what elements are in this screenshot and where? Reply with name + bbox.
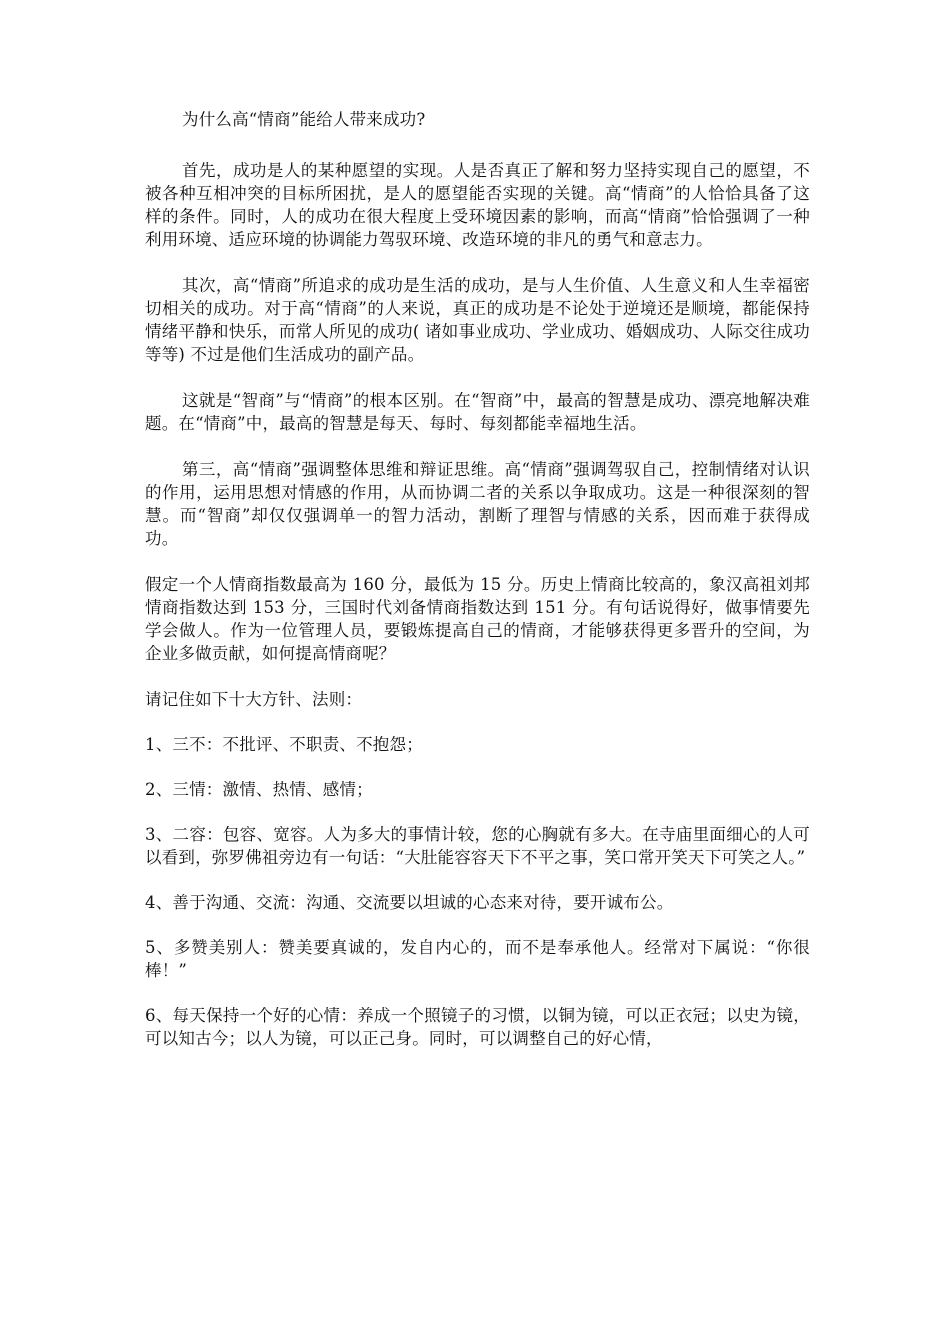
- list-heading: 请记住如下十大方针、法则：: [145, 690, 363, 709]
- paragraph-difference: 这就是“智商”与“情商”的根本区别。在“智商”中，最高的智慧是成功、漂亮地解决难题。在“情商”中，最高的智慧是每天、每时、每刻都能幸福地生活。: [145, 391, 810, 433]
- paragraph-intro: 假定一个人情商指数最高为 160 分，最低为 15 分。历史上情商比较高的，象汉高祖刘邦情商指数达到 153 分，三国时代刘备情商指数达到 151 分。有句话说得好，做事情要先学会做人。作为一位管理人员，要锻炼提高自己的情商，才能够获得更多晋升的空间，为企业多做贡献，如何提高情商呢？: [145, 575, 810, 663]
- paragraph-first: 首先，成功是人的某种愿望的实现。人是否真正了解和努力坚持实现自己的愿望，不被各种互相冲突的目标所困扰，是人的愿望能否实现的关键。高“情商”的人恰恰具备了这样的条件。同时，人的成功在很大程度上受环境因素的影响，而高“情商”恰恰强调了一种利用环境、适应环境的协调能力驾驭环境、改造环境的非凡的勇气和意志力。: [145, 161, 810, 249]
- list-item: 5、多赞美别人：赞美要真诚的，发自内心的，而不是奉承他人。经常对下属说：“你很棒！”: [145, 938, 810, 980]
- paragraph-third: 第三，高“情商”强调整体思维和辩证思维。高“情商”强调驾驭自己，控制情绪对认识的作用，运用思想对情感的作用，从而协调二者的关系以争取成功。这是一种很深刻的智慧。而“智商”却仅仅强调单一的智力活动，割断了理智与情感的关系，因而难于获得成功。: [145, 460, 810, 548]
- list-item: 6、每天保持一个好的心情：养成一个照镜子的习惯，以铜为镜，可以正衣冠；以史为镜，可以知古今；以人为镜，可以正己身。同时，可以调整自己的好心情，: [145, 1006, 810, 1048]
- paragraph-second: 其次，高“情商”所追求的成功是生活的成功，是与人生价值、人生意义和人生幸福密切相关的成功。对于高“情商”的人来说，真正的成功是不论处于逆境还是顺境，都能保持情绪平静和快乐，而常人所见的成功( 诸如事业成功、学业成功、婚姻成功、人际交往成功等等) 不过是他们生活成功的副产品。: [145, 276, 810, 364]
- list-item: 4、善于沟通、交流：沟通、交流要以坦诚的心态来对待，要开诚布公。: [145, 893, 674, 912]
- document-title: 为什么高“情商”能给人带来成功?: [182, 110, 426, 129]
- list-item: 1、三不：不批评、不职责、不抱怨；: [145, 735, 423, 754]
- list-item: 3、二容：包容、宽容。人为多大的事情计较，您的心胸就有多大。在寺庙里面细心的人可以看到，弥罗佛祖旁边有一句话：“大肚能容容天下不平之事，笑口常开笑天下可笑之人。”: [145, 825, 810, 867]
- document-page: [145, 108, 810, 1072]
- list-item: 2、三情：激情、热情、感情；: [145, 780, 373, 799]
